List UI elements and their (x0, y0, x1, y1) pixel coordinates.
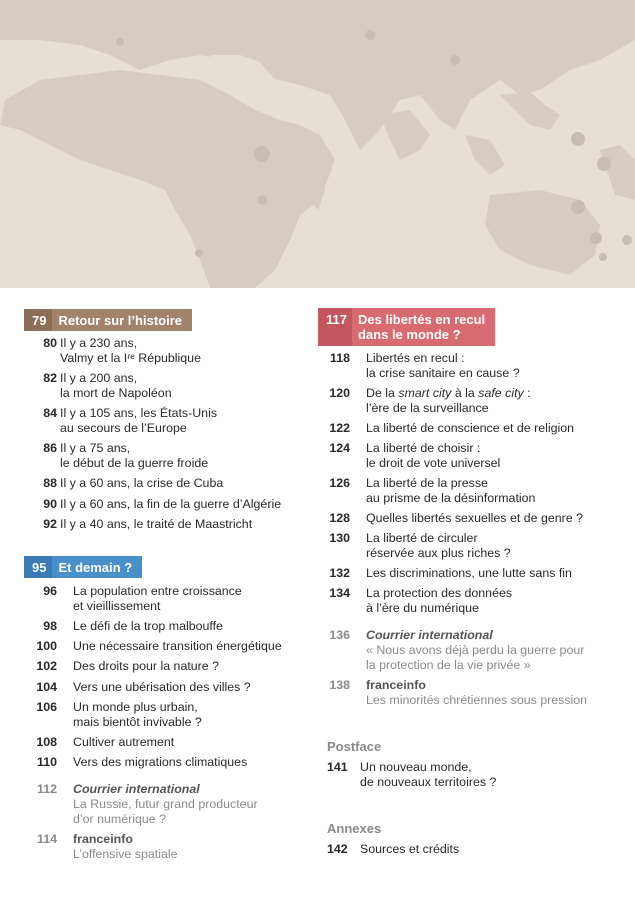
entry-line1: Libertés en recul : (366, 351, 465, 365)
section-number: 79 (24, 309, 52, 331)
entry-line2: le droit de vote universel (366, 456, 501, 470)
entry-line1: Il y a 60 ans, la fin de la guerre d’Algérie (60, 497, 282, 511)
page-number: 122 (329, 421, 350, 435)
entry-line1: La liberté de conscience et de religion (366, 421, 575, 435)
entry-line1: Il y a 60 ans, la crise de Cuba (60, 476, 224, 490)
entry-line2: réservée aux plus riches ? (366, 546, 511, 560)
page-number: 112 (37, 782, 57, 796)
annexes-heading: Annexes (327, 821, 382, 836)
section-title-line2: dans le monde ? (357, 327, 461, 342)
section-title: Et demain ? (52, 556, 142, 578)
page-number: 84 (43, 406, 57, 420)
section-title (352, 308, 495, 346)
entry-line1: La population entre croissance (73, 584, 242, 598)
page-number: 128 (329, 511, 350, 525)
page-number: 126 (329, 476, 350, 490)
entry-line1: Une nécessaire transition énergétique (73, 639, 282, 653)
entry-line1: « Nous avons déjà perdu la guerre pour (366, 643, 585, 657)
entry-line2: la crise sanitaire en cause ? (366, 366, 520, 380)
entry-line1: La liberté de circuler (366, 531, 478, 545)
entry-line1: Quelles libertés sexuelles et de genre ? (366, 511, 583, 525)
entry-line2: l’ère de la surveillance (366, 401, 489, 415)
entry-line2: la mort de Napoléon (60, 386, 172, 400)
entry-line2: à l’ère du numérique (366, 601, 479, 615)
page-number: 82 (43, 371, 57, 385)
entry-line1: Des droits pour la nature ? (73, 659, 220, 673)
entry-line1: La liberté de choisir : (366, 441, 481, 455)
entry-fragment: smart city (398, 386, 452, 400)
page-number: 98 (43, 619, 57, 633)
entry-fragment: : (523, 386, 531, 400)
entry-line2: et vieillissement (73, 599, 161, 613)
entry-line1 (366, 386, 531, 401)
page-number: 88 (43, 476, 57, 490)
section-number: 117 (318, 308, 352, 346)
source-name: Courrier international (366, 628, 493, 642)
page-number: 138 (329, 678, 350, 692)
entry-fragment: De la (366, 386, 399, 400)
section-header-demain (24, 556, 142, 578)
section-number: 95 (24, 556, 52, 578)
page-number: 90 (43, 497, 57, 511)
entry-line2: de nouveaux territoires ? (360, 775, 497, 789)
entry-line2: d’or numérique ? (73, 812, 166, 826)
entry-line1: Le défi de la trop malbouffe (73, 619, 223, 633)
page-number: 124 (329, 441, 350, 455)
entry-line1: Il y a 105 ans, les États-Unis (60, 406, 218, 420)
source-name: Courrier international (73, 782, 200, 796)
section-title: Retour sur l’histoire (52, 309, 192, 331)
page-number: 108 (36, 735, 57, 749)
source-name: franceinfo (366, 678, 426, 692)
page-number: 106 (36, 700, 57, 714)
entry-line1: La protection des données (366, 586, 513, 600)
entry-line1: Un monde plus urbain, (73, 700, 198, 714)
entry-line2: au secours de l’Europe (60, 421, 187, 435)
page-number: 141 (327, 760, 348, 774)
page-number: 110 (37, 755, 57, 769)
page-number: 92 (43, 517, 57, 531)
entry-line2: Valmy et la Iʳᵉ République (60, 351, 201, 365)
entry-line1: Vers des migrations climatiques (73, 755, 248, 769)
entry-line1: Il y a 200 ans, (60, 371, 138, 385)
entry-line2: au prisme de la désinformation (366, 491, 536, 505)
postface-heading: Postface (327, 739, 382, 754)
page-number: 104 (36, 680, 57, 694)
entry-line1: Il y a 75 ans, (60, 441, 131, 455)
world-map-illustration (0, 0, 635, 288)
page-number: 114 (37, 832, 57, 846)
entry-line1: L’offensive spatiale (73, 847, 178, 861)
source-name: franceinfo (73, 832, 133, 846)
entry-line1: Un nouveau monde, (360, 760, 472, 774)
entry-line1: Sources et crédits (360, 842, 460, 856)
entry-line1: La Russie, futur grand producteur (73, 797, 258, 811)
page-number: 102 (36, 659, 57, 673)
entry-line1: Les discriminations, une lutte sans fin (366, 566, 572, 580)
entry-fragment: à la (451, 386, 479, 400)
entry-line1: Il y a 230 ans, (60, 336, 138, 350)
page-number: 136 (329, 628, 350, 642)
page-number: 100 (36, 639, 57, 653)
entry-line1: La liberté de la presse (366, 476, 488, 490)
section-header-history (24, 309, 192, 331)
entry-line2: mais bientôt invivable ? (73, 715, 202, 729)
page-number: 86 (43, 441, 57, 455)
page-number: 96 (43, 584, 57, 598)
page-number: 120 (329, 386, 350, 400)
entry-line2: la protection de la vie privée » (366, 658, 531, 672)
page-number: 134 (329, 586, 350, 600)
entry-line2: le début de la guerre froide (60, 456, 209, 470)
entry-line1: Cultiver autrement (73, 735, 175, 749)
entry-fragment: safe city (478, 386, 524, 400)
section-header-libertes (318, 308, 495, 346)
page-number: 130 (329, 531, 350, 545)
page-number: 118 (330, 351, 350, 365)
page-number: 132 (329, 566, 350, 580)
page-number: 80 (43, 336, 57, 350)
page-number: 142 (327, 842, 348, 856)
entry-line1: Il y a 40 ans, le traité de Maastricht (60, 517, 253, 531)
entry-line1: Vers une ubérisation des villes ? (73, 680, 251, 694)
entry-line1: Les minorités chrétiennes sous pression (366, 693, 588, 707)
section-title-line1: Des libertés en recul (357, 312, 486, 327)
